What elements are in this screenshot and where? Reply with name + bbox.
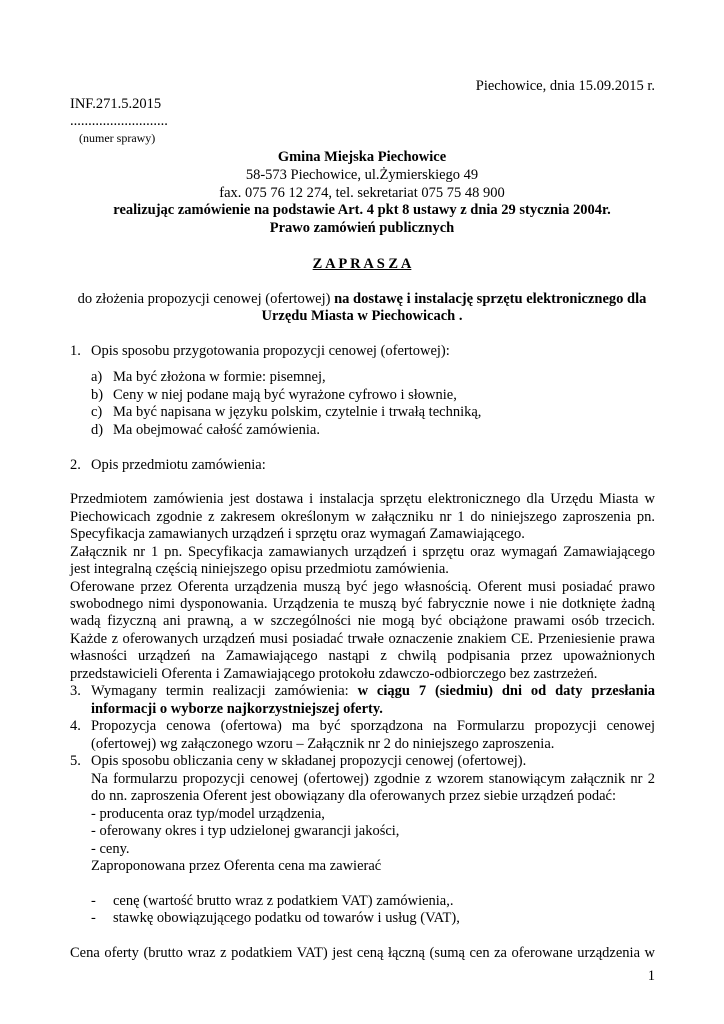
section-5-line: Na formularzu propozycji cenowej (ofertowej) zgodnie z wzorem stanowiącym załącznik nr 2 <box>91 771 655 787</box>
bullet-mark: - <box>91 893 96 909</box>
section-1-item-text: Ma być złożona w formie: pisemnej, <box>113 369 326 385</box>
section-2-line: swobodnego nimi dysponowania. Urządzenia te muszą być fabrycznie nowe i nie dotknięte żadną <box>70 596 655 612</box>
section-5-line: Opis sposobu obliczania ceny w składanej propozycji cenowej (ofertowej). <box>91 753 527 769</box>
invite-line-1-normal: do złożenia propozycji cenowej (ofertowej) <box>77 291 335 307</box>
section-1-item-label: b) <box>91 387 104 403</box>
section-2-line: Przedmiotem zamówienia jest dostawa i instalacja sprzętu elektronicznego dla Urzędu Miasta w <box>70 491 655 507</box>
section-5-line: - producenta oraz typ/model urządzenia, <box>91 806 325 822</box>
section-5-bullet-item: cenę (wartość brutto wraz z podatkiem VAT) zamówienia,. <box>113 893 454 909</box>
issuer-legal-basis: realizując zamówienie na podstawie Art. 4 pkt 8 ustawy z dnia 29 stycznia 2004r. <box>113 202 611 218</box>
section-2-line: Oferowane przez Oferenta urządzenia muszą być jego własnością. Oferent musi posiadać prawo <box>70 579 655 595</box>
issuer-law-name: Prawo zamówień publicznych <box>269 220 455 236</box>
section-2-line: Specyfikacja zamawianych urządzeń i sprzętu oraz wymagań Zamawiającego. <box>70 526 525 542</box>
section-5-line: - oferowany okres i typ udzielonej gwarancji jakości, <box>91 823 400 839</box>
section-1-title: Opis sposobu przygotowania propozycji cenowej (ofertowej): <box>91 343 450 359</box>
section-1-item-label: c) <box>91 404 103 420</box>
section-5-line: Zaproponowana przez Oferenta cena ma zawierać <box>91 858 382 874</box>
case-number: INF.271.5.2015 <box>70 96 162 112</box>
section-5-line: do nn. zaproszenia Oferent jest obowiązany dla oferowanych przez siebie urządzeń podać: <box>91 788 616 804</box>
section-4-line: (ofertowej) wg załączonego wzoru – Załącznik nr 2 do niniejszego zaproszenia. <box>91 736 555 752</box>
invite-line-2: Urzędu Miasta w Piechowicach . <box>261 308 463 324</box>
section-1-item-text: Ceny w niej podane mają być wyrażone cyfrowo i słownie, <box>113 387 457 403</box>
invite-line-1 <box>0 290 724 308</box>
issuer-address: 58-573 Piechowice, ul.Żymierskiego 49 <box>245 167 479 183</box>
place-date: Piechowice, dnia 15.09.2015 r. <box>475 78 655 94</box>
case-number-dots: ........................... <box>70 113 168 129</box>
section-2-number: 2. <box>70 457 81 473</box>
section-1-item-text: Ma być napisana w języku polskim, czytelnie i trwałą techniką, <box>113 404 482 420</box>
case-number-note: (numer sprawy) <box>79 131 156 145</box>
issuer-name: Gmina Miejska Piechowice <box>277 149 447 165</box>
section-1-item-label: a) <box>91 369 103 385</box>
section-3-number: 3. <box>70 683 81 699</box>
closing-line: Cena oferty (brutto wraz z podatkiem VAT) jest ceną łączną (sumą cen za oferowane urządzenia w <box>70 945 655 961</box>
issuer-contact: fax. 075 76 12 274, tel. sekretariat 075 75 48 900 <box>219 185 505 201</box>
section-3-line-1-bold: w ciągu 7 (siedmiu) dni od daty przesłania <box>357 683 655 699</box>
section-1-item-label: d) <box>91 422 104 438</box>
bullet-mark: - <box>91 910 96 926</box>
invite-title: Z A P R A S Z A <box>312 256 412 272</box>
section-1-number: 1. <box>70 343 81 359</box>
section-3-line-2: informacji o wyborze najkorzystniejszej oferty. <box>91 701 383 717</box>
section-3-line-1 <box>91 682 655 700</box>
section-2-line: Załącznik nr 1 pn. Specyfikacja zamawianych urządzeń i sprzętu oraz wymagań Zamawiającego <box>70 544 655 560</box>
section-2-line: wadą fizyczną ani prawną, a w szczególności nie mogą być obciążone prawami osób trzecich. <box>70 613 655 629</box>
section-4-line: Propozycja cenowa (ofertowa) ma być sporządzona na Formularzu propozycji cenowej <box>91 718 655 734</box>
invite-line-1-bold: na dostawę i instalację sprzętu elektronicznego dla <box>334 291 647 307</box>
section-2-line: Piechowicach zgodnie z zakresem określonym w załączniku nr 1 do niniejszego zaproszenia pn. <box>70 509 655 525</box>
section-1-item-text: Ma obejmować całość zamówienia. <box>113 422 320 438</box>
section-5-number: 5. <box>70 753 81 769</box>
section-2-line: Każde z oferowanych urządzeń musi posiadać trwałe oznaczenie znakiem CE. Przeniesienie prawa <box>70 631 655 647</box>
section-5-bullet-item: stawkę obowiązującego podatku od towarów i usług (VAT), <box>113 910 460 926</box>
page-number: 1 <box>647 968 655 984</box>
section-2-title: Opis przedmiotu zamówienia: <box>91 457 266 473</box>
section-2-line: jest integralną częścią niniejszego opisu przedmiotu zamówienia. <box>70 561 449 577</box>
section-3-line-1-normal: Wymagany termin realizacji zamówienia: <box>91 683 358 699</box>
section-4-number: 4. <box>70 718 81 734</box>
section-2-line: własności urządzeń na Zamawiającego nastąpi z chwilą podpisania przez upoważnionych <box>70 648 655 664</box>
section-2-line: przedstawicieli Oferenta i Zamawiającego protokołu zdawczo-odbiorczego bez zastrzeżeń. <box>70 666 598 682</box>
section-5-line: - ceny. <box>91 841 130 857</box>
